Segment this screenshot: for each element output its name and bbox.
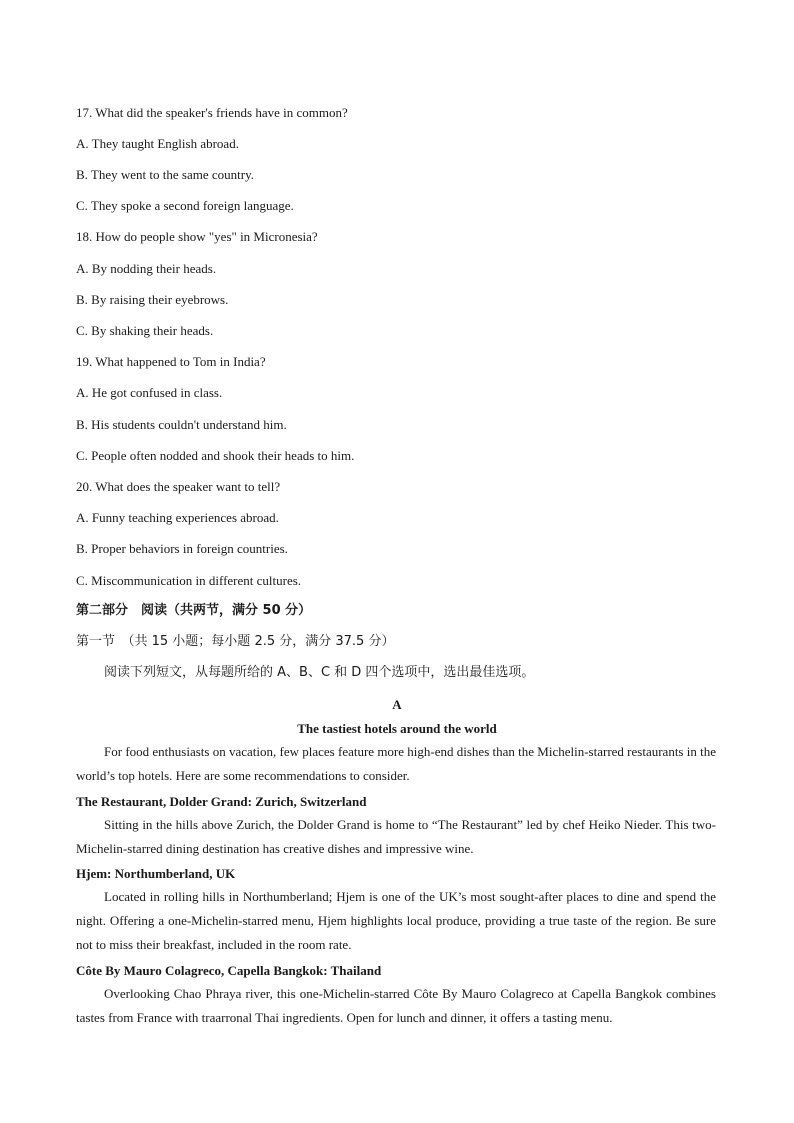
entry-heading-cote: Côte By Mauro Colagreco, Capella Bangkok: Thailand	[76, 963, 382, 978]
option-18a: A. By nodding their heads.	[76, 261, 217, 276]
option-20c: C. Miscommunication in different cultures.	[76, 573, 302, 588]
passage-intro: For food enthusiasts on vacation, few places feature more high-end dishes than the Michelin-starred restaurants in the world’s top hotels. Here are some recommendations to consider.	[76, 744, 716, 783]
option-20b: B. Proper behaviors in foreign countries.	[76, 541, 288, 556]
entry-body-hjem: Located in rolling hills in Northumberland; Hjem is one of the UK’s most sought-after places to dine and spend the night. Offering a one-Michelin-starred menu, Hjem highlights local produce, providing a true taste of the region. Be sure not to miss their breakfast, included in the room rate.	[76, 889, 716, 952]
question-19: 19. What happened to Tom in India?	[76, 354, 266, 369]
passage-title: The tastiest hotels around the world	[297, 721, 497, 736]
entry-body-cote: Overlooking Chao Phraya river, this one-Michelin-starred Côte By Mauro Colagreco at Capella Bangkok combines tastes from France with traarronal Thai ingredients. Open for lunch and dinner, it offers a tasting menu.	[76, 986, 716, 1025]
option-17b: B. They went to the same country.	[76, 167, 254, 182]
option-17c: C. They spoke a second foreign language.	[76, 198, 294, 213]
option-18b: B. By raising their eyebrows.	[76, 292, 229, 307]
entry-heading-hjem: Hjem: Northumberland, UK	[76, 866, 236, 881]
question-17: 17. What did the speaker's friends have in common?	[76, 105, 348, 120]
option-17a: A. They taught English abroad.	[76, 136, 239, 151]
passage-letter: A	[392, 697, 402, 712]
section-one-title: 第一节 （共 15 小题；每小题 2.5 分，满分 37.5 分）	[76, 634, 395, 649]
option-20a: A. Funny teaching experiences abroad.	[76, 510, 279, 525]
option-19a: A. He got confused in class.	[76, 385, 223, 400]
question-18: 18. How do people show "yes" in Micronesia?	[76, 229, 318, 244]
entry-heading-dolder: The Restaurant, Dolder Grand: Zurich, Switzerland	[76, 794, 367, 809]
entry-body-dolder: Sitting in the hills above Zurich, the Dolder Grand is home to “The Restaurant” led by chef Heiko Nieder. This two-Michelin-starred dining destination has creative dishes and impressive wine.	[76, 817, 716, 856]
option-19b: B. His students couldn't understand him.	[76, 417, 287, 432]
option-18c: C. By shaking their heads.	[76, 323, 214, 338]
part-two-title: 第二部分 阅读（共两节，满分 50 分）	[76, 603, 312, 618]
option-19c: C. People often nodded and shook their heads to him.	[76, 448, 355, 463]
reading-instruction: 阅读下列短文，从每题所给的 A、B、C 和 D 四个选项中，选出最佳选项。	[104, 665, 535, 680]
question-20: 20. What does the speaker want to tell?	[76, 479, 281, 494]
